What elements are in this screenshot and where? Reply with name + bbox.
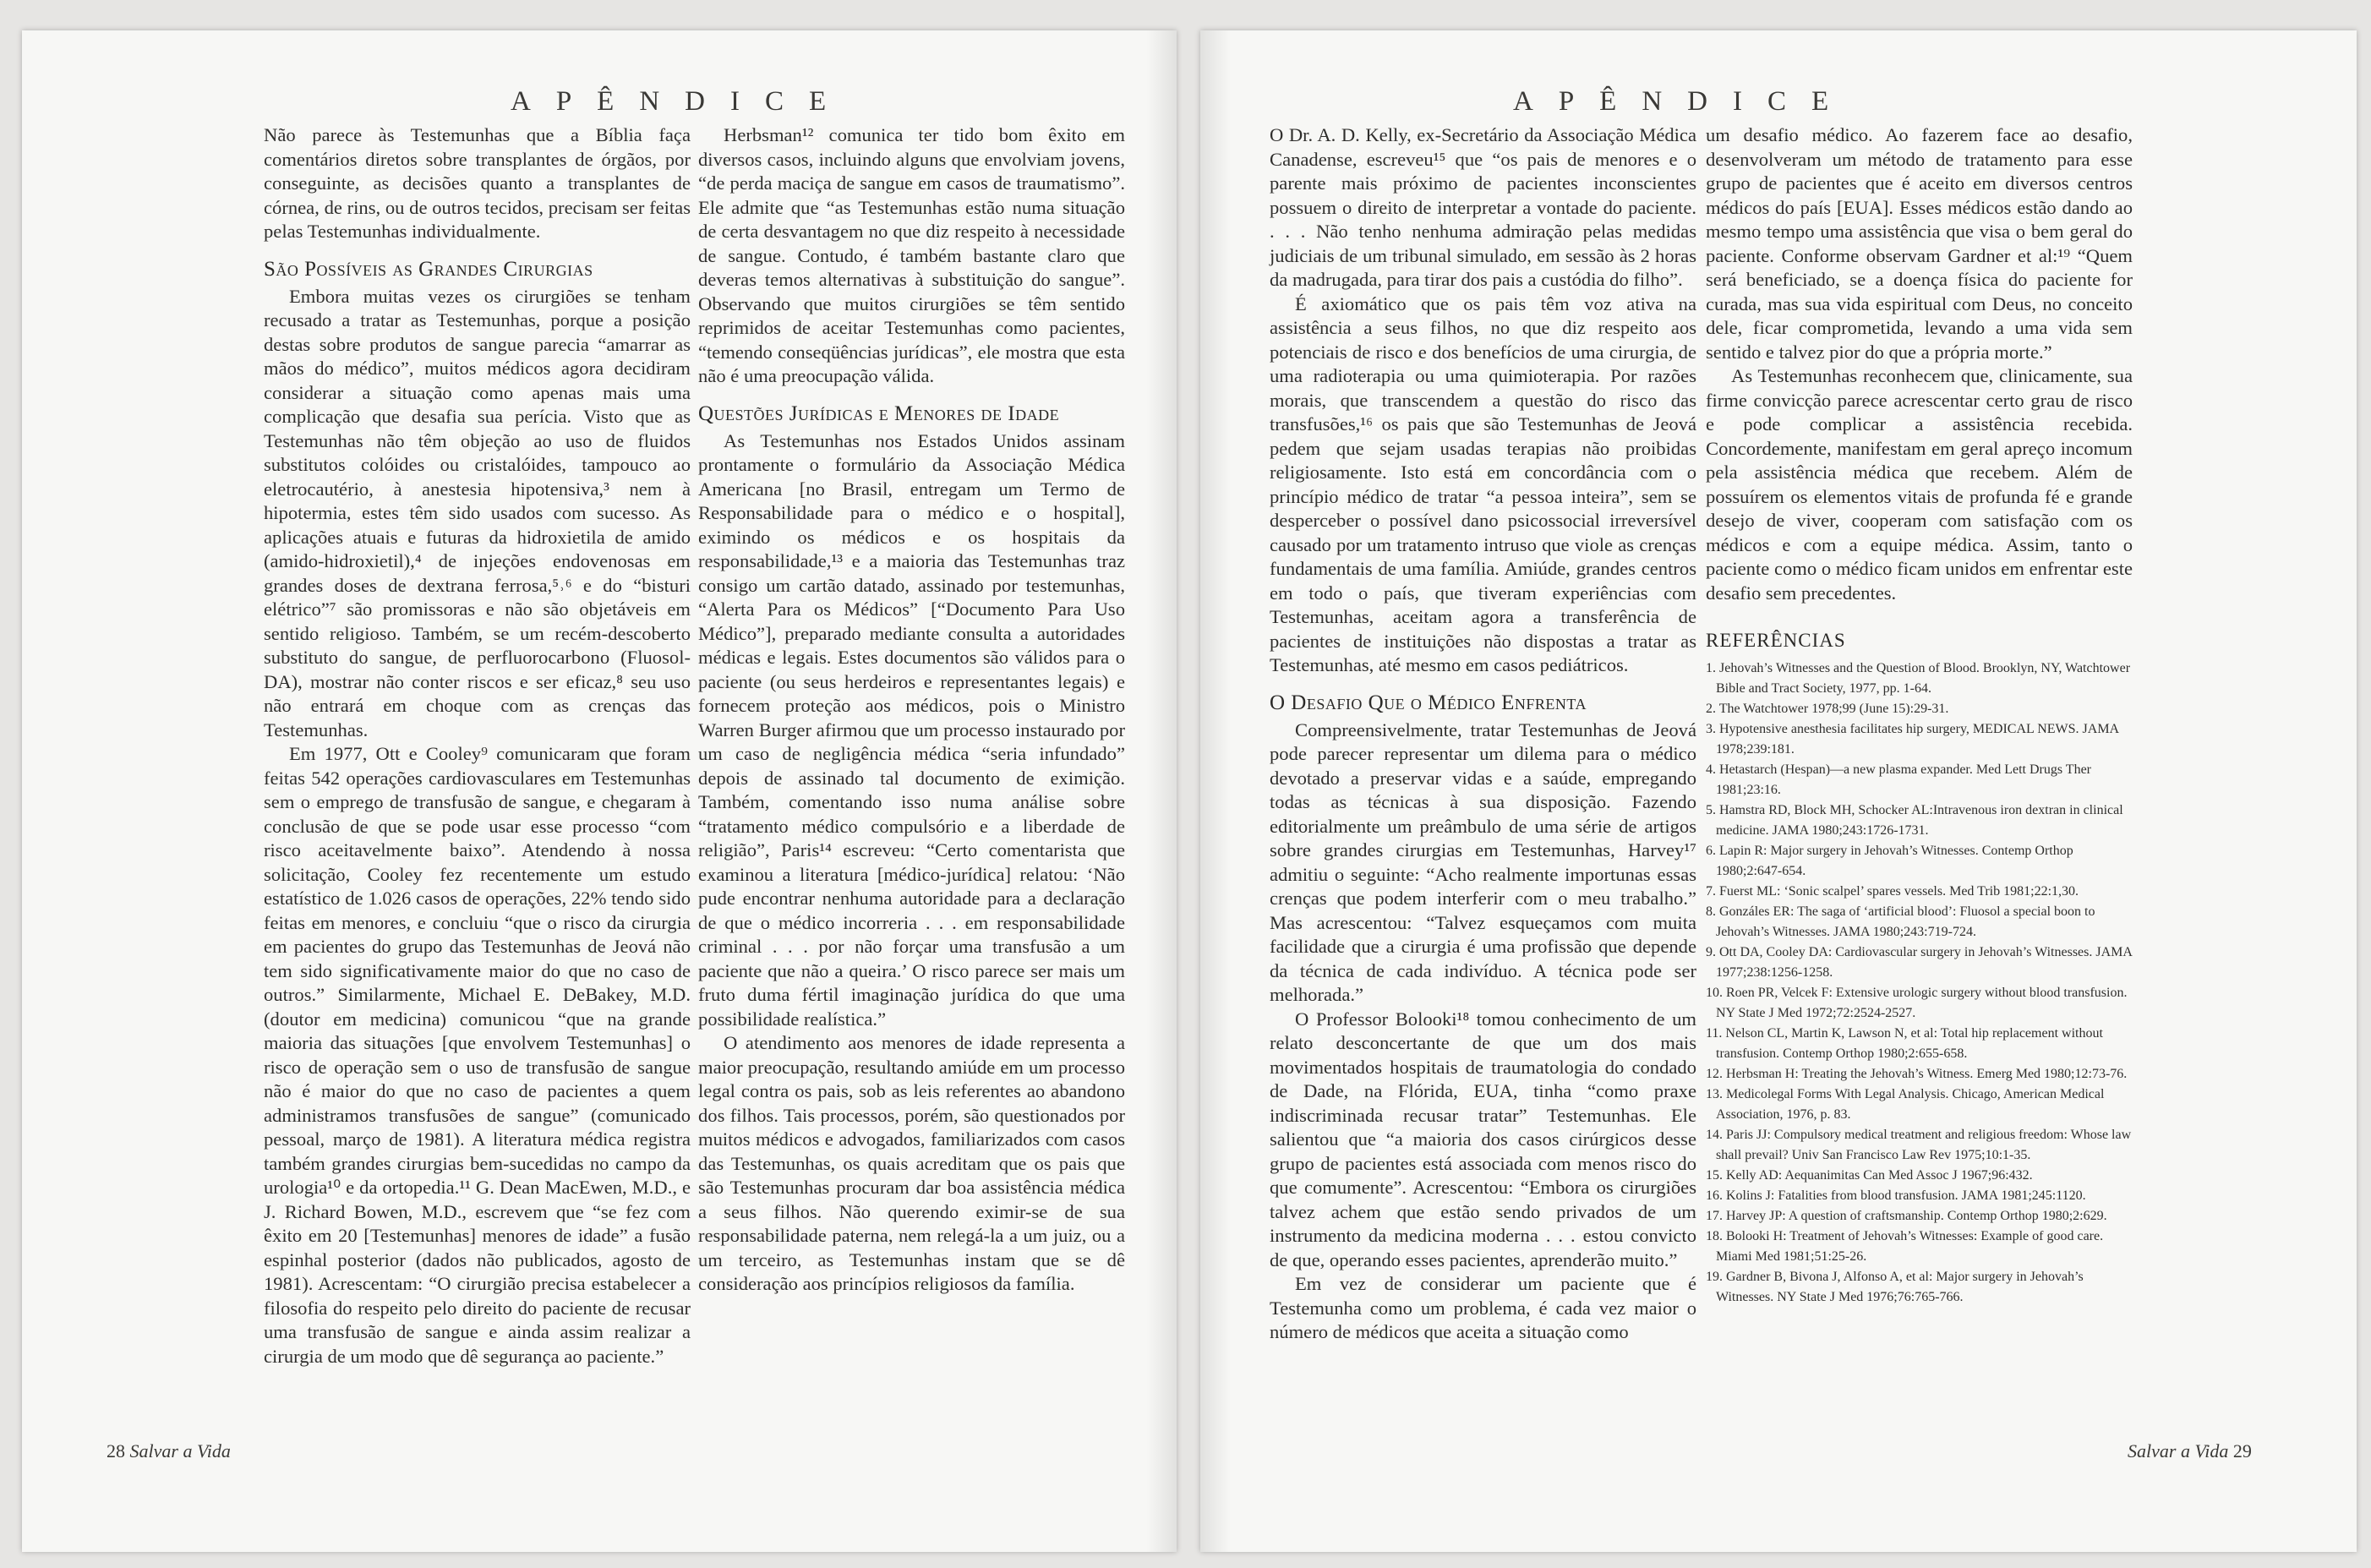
reference-item: 6. Lapin R: Major surgery in Jehovah’s Witnesses. Contemp Orthop 1980;2:647-654. — [1706, 843, 2073, 878]
reference-item: 1. Jehovah’s Witnesses and the Question of Blood. Brooklyn, NY, Watchtower Bible and Tract Society, 1977, pp. 1-64. — [1706, 660, 2131, 696]
running-head-left: APÊNDICE — [511, 86, 852, 117]
page-number: 29 — [2232, 1440, 2252, 1461]
left-page — [22, 30, 1177, 1552]
running-head-right: APÊNDICE — [1513, 86, 1855, 117]
references-list — [1706, 658, 2133, 1308]
reference-item: 10. Roen PR, Velcek F: Extensive urologic surgery without blood transfusion. NY State J Med 1972;72:2524-2527. — [1706, 985, 2128, 1020]
reference-item: 19. Gardner B, Bivona J, Alfonso A, et al: Major surgery in Jehovah’s Witnesses. NY State J Med 1976;76:765-766. — [1706, 1269, 2084, 1304]
paragraph: As Testemunhas reconhecem que, clinicamente, sua firme convicção parece acrescentar certo grau de risco e pode complicar a assistência recebida. Concordemente, manifestam em geral apreço incomum pela assistência médica que recebem. Além de possuírem os elementos vitais de profunda fé e grande desejo de viver, cooperam com satisfação com os médicos e com a equipe médica. Assim, tanto o paciente como o médico ficam unidos em enfrentar este desafio sem precedentes. — [1706, 365, 2133, 604]
folio-right — [2128, 1440, 2252, 1462]
reference-item: 14. Paris JJ: Compulsory medical treatment and religious freedom: Whose law shall prevail? Univ San Francisco Law Rev 1975;10:1-35. — [1706, 1127, 2132, 1162]
paragraph: As Testemunhas nos Estados Unidos assinam prontamente o formulário da Associação Médica Americana [no Brasil, entregam um Termo de Responsabilidade para o médico e o hospital], eximindo os médicos e os hospitais da responsabilidade,¹³ e a maioria das Testemunhas traz consigo um cartão datado, assinado por testemunhas, “Alerta Para os Médicos” [“Documento Para Uso Médico”], preparado mediante consulta a autoridades médicas e legais. Estes documentos são válidos para o paciente (ou seus herdeiros e representantes legais) e fornecem proteção aos médicos, pois o Ministro Warren Burger afirmou que um processo instaurado por um caso de negligência médica “seria infundado” depois de assinado tal documento de eximição. Também, comentando isso numa análise sobre “tratamento médico compulsório e a liberdade de religião”, Paris¹⁴ escreveu: “Certo comentarista que examinou a literatura [médico-jurídica] relatou: ‘Não pude encontrar nenhuma autoridade para a declaração de que o médico incorreria . . . em responsabilidade criminal . . . por não forçar uma transfusão a um paciente que não a queira.’ O risco parece ser mais um fruto duma fértil imaginação jurídica do que uma possibilidade realística.” — [698, 429, 1125, 1030]
reference-item: 16. Kolins J: Fatalities from blood transfusion. JAMA 1981;245:1120. — [1706, 1188, 2086, 1203]
reference-item: 8. Gonzáles ER: The saga of ‘artificial blood’: Fluosol a special boon to Jehovah’s Witnesses. JAMA 1980;243:719-724. — [1706, 904, 2095, 939]
reference-item: 3. Hypotensive anesthesia facilitates hip surgery, MEDICAL NEWS. JAMA 1978;239:181. — [1706, 721, 2119, 757]
paragraph: É axiomático que os pais têm voz ativa na assistência a seus filhos, no que diz respeito aos potenciais de risco e dos benefícios de uma cirurgia, de uma radioterapia ou uma quimioterapia. Por razões morais, que transcendem a questão do risco das transfusões,¹⁶ os pais que são Testemunhas de Jeová pedem que sejam usadas terapias não proibidas religiosamente. Isto está em concordância com o princípio médico de tratar “a pessoa inteira”, sem se desperceber o possível dano psicossocial irreversível causado por um tratamento intruso que viole as crenças fundamentais de uma família. Amiúde, grandes centros em todo o país, que tiveram experiências com Testemunhas, aceitam agora a transferência de pacientes de instituições não dispostas a tratar as Testemunhas, até mesmo em casos pediátricos. — [1270, 292, 1696, 675]
paragraph: Embora muitas vezes os cirurgiões se tenham recusado a tratar as Testemunhas, porque a posição destas sobre produtos de sangue parecia “amarrar as mãos do médico”, muitos médicos agora decidiram considerar a situação como apenas mais uma complicação que desafia sua perícia. Visto que as Testemunhas não têm objeção ao uso de fluidos substitutos colóides ou cristalóides, tampouco ao eletrocautério, à anestesia hipotensiva,³ nem à hipotermia, estes têm sido usados com sucesso. As aplicações atuais e futuras da hidroxietila de amido (amido-hidroxietil),⁴ de injeções endovenosas em grandes doses de dextrana ferrosa,⁵˒⁶ e do “bisturi elétrico”⁷ são promissoras e não são objetáveis em sentido religioso. Também, se um recém-descoberto substituto do sangue, de perfluorocarbono (Fluosol-DA), mostrar não conter riscos e ser eficaz,⁸ seu uso não entrará em choque com as crenças das Testemunhas. — [264, 285, 691, 740]
reference-item: 4. Hetastarch (Hespan)—a new plasma expander. Med Lett Drugs Ther 1981;23:16. — [1706, 762, 2091, 797]
gutter-shadow — [1146, 30, 1177, 1552]
right-column-2 — [1706, 123, 2133, 1308]
paragraph: Compreensivelmente, tratar Testemunhas de Jeová pode parecer representar um dilema para o médico devotado a preservar vidas e a saúde, empregando todas as técnicas à sua disposição. Fazendo editorialmente um preâmbulo de uma série de artigos sobre grandes cirurgias em Testemunhas, Harvey¹⁷ admitiu o seguinte: “Acho realmente importunas essas crenças que podem interferir com o meu trabalho.” Mas acrescentou: “Talvez esqueçamos com muita facilidade que a cirurgia é uma profissão que depende da técnica de cada indivíduo. A técnica pode ser melhorada.” — [1270, 718, 1696, 1005]
reference-item: 18. Bolooki H: Treatment of Jehovah’s Witnesses: Example of good care. Miami Med 1981;51:25-26. — [1706, 1228, 2104, 1264]
paragraph: O Dr. A. D. Kelly, ex-Secretário da Associação Médica Canadense, escreveu¹⁵ que “os pais de menores e o parente mais próximo de pacientes inconscientes possuem o direito de interpretar a vontade do paciente. . . . Não tenho nenhuma admiração pelas medidas judiciais de um tribunal simulado, em sessão às 2 horas da madrugada, para tirar dos pais a custódia do filho”. — [1270, 124, 1696, 290]
publication-title: Salvar a Vida — [129, 1440, 231, 1461]
paragraph: O atendimento aos menores de idade representa a maior preocupação, resultando amiúde em um processo legal contra os pais, sob as leis referentes ao abandono dos filhos. Tais processos, porém, são questionados por muitos médicos e advogados, familiarizados com casos das Testemunhas, os quais acreditam que os pais que são Testemunhas procuram dar boa assistência médica a seus filhos. Não querendo eximir-se de sua responsabilidade paterna, nem relegá-la a um juiz, ou a um terceiro, as Testemunhas instam que se dê consideração aos princípios religiosos da família. — [698, 1032, 1125, 1294]
references-heading: REFERÊNCIAS — [1706, 630, 1846, 651]
reference-item: 5. Hamstra RD, Block MH, Schocker AL:Intravenous iron dextran in clinical medicine. JAMA 1980;243:1726-1731. — [1706, 802, 2123, 838]
reference-item: 17. Harvey JP: A question of craftsmanship. Contemp Orthop 1980;2:629. — [1706, 1208, 2107, 1223]
paragraph-intro: Não parece às Testemunhas que a Bíblia faça comentários diretos sobre transplantes de órgãos, por conseguinte, as decisões quanto a transplantes de córnea, de rins, ou de outros tecidos, precisam ser feitas pelas Testemunhas individualmente. — [264, 124, 691, 242]
publication-title: Salvar a Vida — [2128, 1440, 2229, 1461]
paragraph: Em vez de considerar um paciente que é Testemunha como um problema, é cada vez maior o número de médicos que aceita a situação como — [1270, 1273, 1696, 1342]
left-column-2 — [698, 123, 1125, 1297]
reference-item: 13. Medicolegal Forms With Legal Analysis. Chicago, American Medical Association, 1976, p. 83. — [1706, 1086, 2105, 1122]
paragraph: Herbsman¹² comunica ter tido bom êxito em diversos casos, incluindo alguns que envolviam jovens, “de perda maciça de sangue em casos de traumatismo”. Ele admite que “as Testemunhas estão numa situação de certa desvantagem no que diz respeito à necessidade de sangue. Contudo, é também bastante claro que deveras temos alternativas à substituição do sangue”. Observando que muitos cirurgiões se têm sentido reprimidos de aceitar Testemunhas como pacientes, “temendo conseqüências jurídicas”, ele mostra que esta não é uma preocupação válida. — [698, 124, 1125, 386]
reference-item: 7. Fuerst ML: ‘Sonic scalpel’ spares vessels. Med Trib 1981;22:1,30. — [1706, 883, 2079, 899]
section-heading-questoes-juridicas: Questões Jurídicas e Menores de Idade — [698, 402, 1060, 425]
paragraph: um desafio médico. Ao fazerem face ao desafio, desenvolveram um método de tratamento para esse grupo de pacientes que é aceito em diversos centros médicos do país [EUA]. Esses médicos estão dando ao mesmo tempo uma assistência que visa o bem geral do paciente. Conforme observam Gardner et al:¹⁹ “Quem será beneficiado, se a doença física do paciente for curada, mas sua vida espiritual com Deus, no conceito dele, ficar comprometida, levando a uma vida sem sentido e talvez pior do que a própria morte.” — [1706, 124, 2133, 363]
section-heading-grandes-cirurgias: São Possíveis as Grandes Cirurgias — [264, 257, 593, 281]
section-heading-desafio: O Desafio Que o Médico Enfrenta — [1270, 691, 1587, 714]
right-page — [1200, 30, 2357, 1552]
left-column-1 — [264, 123, 691, 1369]
paragraph: Em 1977, Ott e Cooley⁹ comunicaram que foram feitas 542 operações cardiovasculares em Testemunhas sem o emprego de transfusão de sangue, e chegaram à conclusão de que se pode usar esse processo “com risco aceitavelmente baixo”. Atendendo à nossa solicitação, Cooley fez recentemente um estudo estatístico de 1.026 casos de operações, 22% tendo sido feitas em menores, e concluiu “que o risco da cirurgia em pacientes do grupo das Testemunhas de Jeová não tem sido significativamente maior do que no caso de outros.” Similarmente, Michael E. DeBakey, M.D. (doutor em medicina) comunicou “que na grande maioria das situações [que envolvem Testemunhas] o risco de operação sem o uso de transfusão de sangue não é maior do que no caso de pacientes a quem administramos transfusões de sangue” (comunicado pessoal, março de 1981). A literatura médica registra também grandes cirurgias bem-sucedidas no campo da urologia¹⁰ e da ortopedia.¹¹ G. Dean MacEwen, M.D., e J. Richard Bowen, M.D., escrevem que “se fez com êxito em 20 [Testemunhas] menores de idade” a fusão espinhal posterior (dados não publicados, agosto de 1981). Acrescentam: “O cirurgião precisa estabelecer a filosofia do respeito pelo direito do paciente de recusar uma transfusão de sangue e ainda assim realizar a cirurgia de um modo que dê segurança ao paciente.” — [264, 743, 691, 1367]
reference-item: 9. Ott DA, Cooley DA: Cardiovascular surgery in Jehovah’s Witnesses. JAMA 1977;238:1256-1258. — [1706, 944, 2133, 980]
right-column-1 — [1270, 123, 1696, 1345]
reference-item: 11. Nelson CL, Martin K, Lawson N, et al: Total hip replacement without transfusion. Contemp Orthop 1980;2:655-658. — [1706, 1025, 2103, 1061]
page-number: 28 — [107, 1440, 125, 1461]
reference-item: 2. The Watchtower 1978;99 (June 15):29-31. — [1706, 701, 1949, 716]
reference-item: 12. Herbsman H: Treating the Jehovah’s Witness. Emerg Med 1980;12:73-76. — [1706, 1066, 2128, 1081]
gutter-shadow — [1200, 30, 1231, 1552]
folio-left — [107, 1440, 231, 1462]
reference-item: 15. Kelly AD: Aequanimitas Can Med Assoc J 1967;96:432. — [1706, 1167, 2033, 1183]
paragraph: O Professor Bolooki¹⁸ tomou conhecimento de um relato desconcertante de que um dos mais movimentados hospitais de traumatologia do condado de Dade, na Flórida, EUA, tinha “como praxe indiscriminada recusar tratar” Testemunhas. Ele salientou que “a maioria dos casos cirúrgicos desse grupo de pacientes está associada com menos risco do que comumente”. Acrescentou: “Embora os cirurgiões talvez achem que estão sendo privados de um instrumento da medicina moderna . . . estou convicto de que, operando esses pacientes, aprenderão muito.” — [1270, 1008, 1696, 1270]
